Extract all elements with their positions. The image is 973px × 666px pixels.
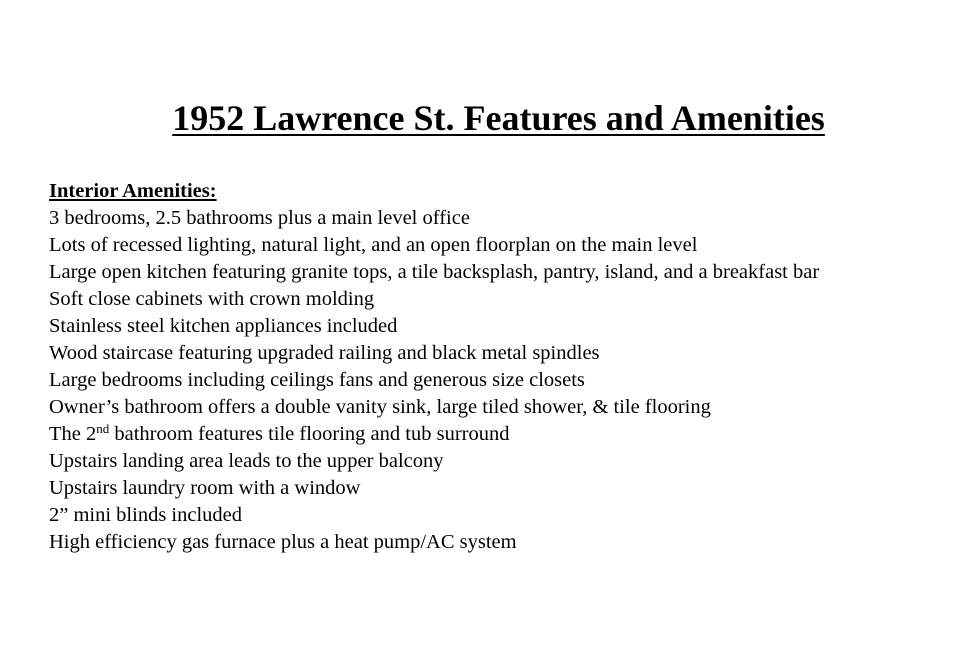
list-item: 3 bedrooms, 2.5 bathrooms plus a main level office (49, 207, 470, 229)
interior-amenities-section (49, 178, 969, 556)
list-item: High efficiency gas furnace plus a heat pump/AC system (49, 531, 517, 553)
list-item-superscript: nd (96, 421, 110, 436)
amenities-list (49, 205, 969, 556)
page-title: 1952 Lawrence St. Features and Amenities (172, 98, 825, 138)
list-item: Large bedrooms including ceilings fans and generous size closets (49, 369, 585, 391)
list-item (49, 421, 969, 448)
list-item: Lots of recessed lighting, natural light, and an open floorplan on the main level (49, 234, 698, 256)
section-heading: Interior Amenities: (49, 180, 217, 202)
list-item: Wood staircase featuring upgraded railing and black metal spindles (49, 342, 600, 364)
list-item: Upstairs laundry room with a window (49, 477, 361, 499)
list-item: Stainless steel kitchen appliances included (49, 315, 398, 337)
list-item: Owner’s bathroom offers a double vanity sink, large tiled shower, & tile flooring (49, 396, 711, 418)
list-item: Upstairs landing area leads to the upper balcony (49, 450, 444, 472)
list-item-prefix: The 2 (49, 423, 97, 445)
list-item: Large open kitchen featuring granite tops, a tile backsplash, pantry, island, and a breakfast bar (49, 261, 820, 283)
list-item-suffix: bathroom features tile flooring and tub surround (109, 423, 510, 445)
list-item: 2” mini blinds included (49, 504, 243, 526)
list-item: Soft close cabinets with crown molding (49, 288, 375, 310)
